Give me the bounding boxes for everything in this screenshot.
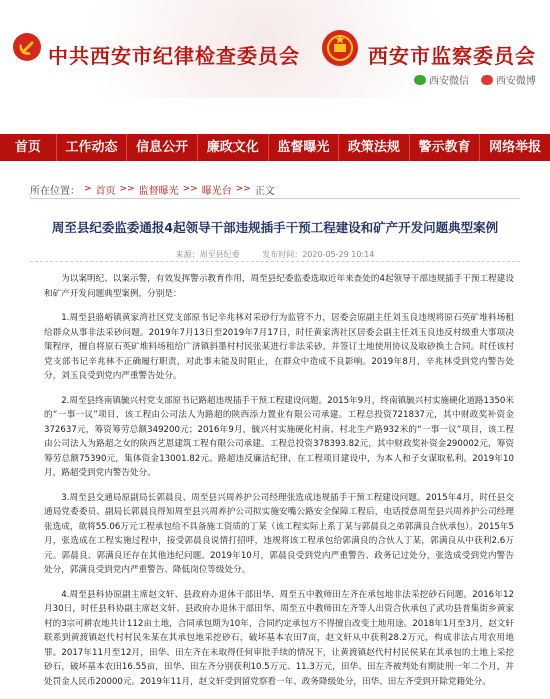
wechat-label: 西安微信 — [429, 76, 469, 87]
chevron-right-icon: >> — [119, 184, 135, 194]
breadcrumb — [30, 180, 520, 199]
article-source: 来源：周至县纪委 — [175, 250, 240, 259]
article-title: 周至县纪委监委通报4起领导干部违规插手干预工程建设和矿产开发问题典型案例 — [51, 220, 499, 235]
nav-item-policies[interactable]: 政策法规 — [339, 134, 410, 161]
nav-item-info-disclosure[interactable]: 信息公开 — [127, 134, 198, 161]
weibo-link[interactable] — [481, 72, 536, 87]
org-title-right[interactable]: 西安市监察委员会 — [368, 44, 536, 68]
chevron-right-icon: >> — [182, 184, 198, 194]
breadcrumb-supervision-exposure[interactable]: 监督曝光 — [138, 185, 179, 197]
article-paragraph-case-3: 3.周至县交通局原副局长郭晨良、周至县兴周养护公司经理张选成违规插手干预工程建设问题。2015年4月，时任县交通局党委委员、副局长郭晨良得知周至县兴周养护公司拟实施安嘴公路安全保障工程后，电话授意周至县兴周养护公司经理张选成，欲将55.06万元工程承包给不具备施工资质的丁某（该工程实际上系丁某与郭晨良之弟郭满良合伙承包）。2015年5月，张选成在工程实施过程中，接受郭晨良说情打招呼，违规将该工程承包给郭满良的合伙人丁某，郭满良从中获利2.6万元。郭晨良、郭满良还存在其他违纪问题。2019年10月，郭晨良受到党内严重警告、政务记过处分，张选成受到党内警告处分，郭满良受到党内严重警告、降低岗位等级处分。 — [44, 492, 514, 575]
article-paragraph-case-2: 2.周至县终南镇毓兴村党支部原书记路超违规插手干预工程建设问题。2015年9月，终南镇毓兴村实施硬化道路1350米的“一事一议”项目，该工程由公司法人为路超的陕西添力置业有限公司承建。工程总投资721837元，其中财政奖补资金372637元，筹资筹劳总额349200元；2016年9月，毓兴村实施硬化村南、村北生产路932米的“一事一议”项目，该工程由公司法人为路超之女的陕西艺恩建筑工程有限公司承建。工程总投资378393.82元，其中财政奖补资金290002元，筹资筹劳总额75390元，集体资金13001.82元。路超违反廉洁纪律，在工程项目建设中，为本人和子女谋取私利。2019年10月，路超受到党内警告处分。 — [44, 395, 514, 478]
nav-item-work-news[interactable]: 工作动态 — [57, 134, 128, 161]
article-body — [44, 272, 514, 699]
weibo-label: 西安微博 — [496, 76, 536, 87]
weibo-icon — [481, 75, 493, 85]
divider — [30, 261, 520, 262]
chevron-right-icon: > — [84, 184, 92, 194]
breadcrumb-home[interactable]: 首页 — [95, 185, 116, 197]
nav-item-online-report[interactable]: 网络举报 — [489, 140, 542, 155]
breadcrumb-prefix: 所在位置： — [30, 185, 80, 197]
national-emblem-icon — [320, 28, 360, 68]
breadcrumb-exposure-platform[interactable]: 曝光台 — [201, 185, 232, 197]
social-links — [414, 72, 536, 87]
article-time: 发布时间：2020-05-29 10:14 — [262, 250, 375, 259]
main-nav — [0, 134, 550, 161]
wechat-icon — [414, 75, 426, 85]
wechat-link[interactable] — [414, 72, 469, 87]
org-title-left[interactable]: 中共西安市纪律检查委员会 — [48, 44, 300, 68]
nav-item-clean-culture[interactable]: 廉政文化 — [198, 134, 269, 161]
nav-item-home[interactable]: 首页 — [0, 134, 57, 161]
breadcrumb-current: 正文 — [254, 185, 275, 197]
article-paragraph-case-1: 1.周至县骆峪镇黄家湾社区党支部原书记辛兆林对采砂行为监管不力，居委会原副主任刘玉良违规将原石英矿堆料场租给群众从事非法采砂问题。2019年7月13日至2019年7月17日，时任黄家湾社区居委会副主任刘玉良违反村级重大事项决策程序，擅自将原石英矿堆料场租给广济镇斜墨村村民张某进行非法采砂，并签订土地使用协议及取砂换土合同。时任该村党支部书记辛兆林不正确履行职责，对此事未能及时阻止，在群众中造成不良影响。2019年8月，辛兆林受到党内警告处分，刘玉良受到党内严重警告处分。 — [44, 313, 514, 381]
nav-item-supervision-exposure[interactable]: 监督曝光 — [269, 134, 340, 161]
party-emblem-icon — [12, 32, 42, 62]
site-header — [0, 0, 550, 98]
chevron-right-icon: >> — [235, 184, 251, 194]
article-paragraph-intro: 为以案明纪、以案示警，有效发挥警示教育作用，周至县纪委监委选取近年来查处的4起领导干部违规插手干预工程建设和矿产开发问题典型案例，分别是： — [44, 274, 514, 299]
article-meta — [0, 249, 550, 260]
article-paragraph-case-4: 4.周至县科协原副主席赵文轩、县政府办退休干部田华、周至五中教师田左齐在承包地非法采挖砂石问题。2016年12月30日，时任县科协副主席赵文轩、县政府办退休干部田华、周至五中教师田左齐等人出资合伙承包了武功县普集街乡黄家村的3宗可耕农地共计112亩土地，合同承包期为10年，合同约定承包方不得擅自改变土地用途。2018年1月至3月，赵文轩联系到黄渡镇赵代村村民朱某在其承包地采挖砂石，破坏基本农田7亩，赵文轩从中获利28.2万元，构成非法占用农用地罪。2017年11月至12月，田华、田左齐在未取得任何审批手续的情况下，让黄渡镇赵代村村民侯某在其承包的土地上采挖砂石，破坏基本农田16.55亩，田华、田左齐分别获利10.5万元、11.3万元，田华、田左齐被判处有期徒刑一年二个月，并处罚金人民币20000元。2019年11月，赵文轩受到留党察看一年、政务降级处分，田华、田左齐受到开除党籍处分。 — [44, 589, 514, 687]
nav-item-warning-education[interactable]: 警示教育 — [410, 134, 481, 161]
